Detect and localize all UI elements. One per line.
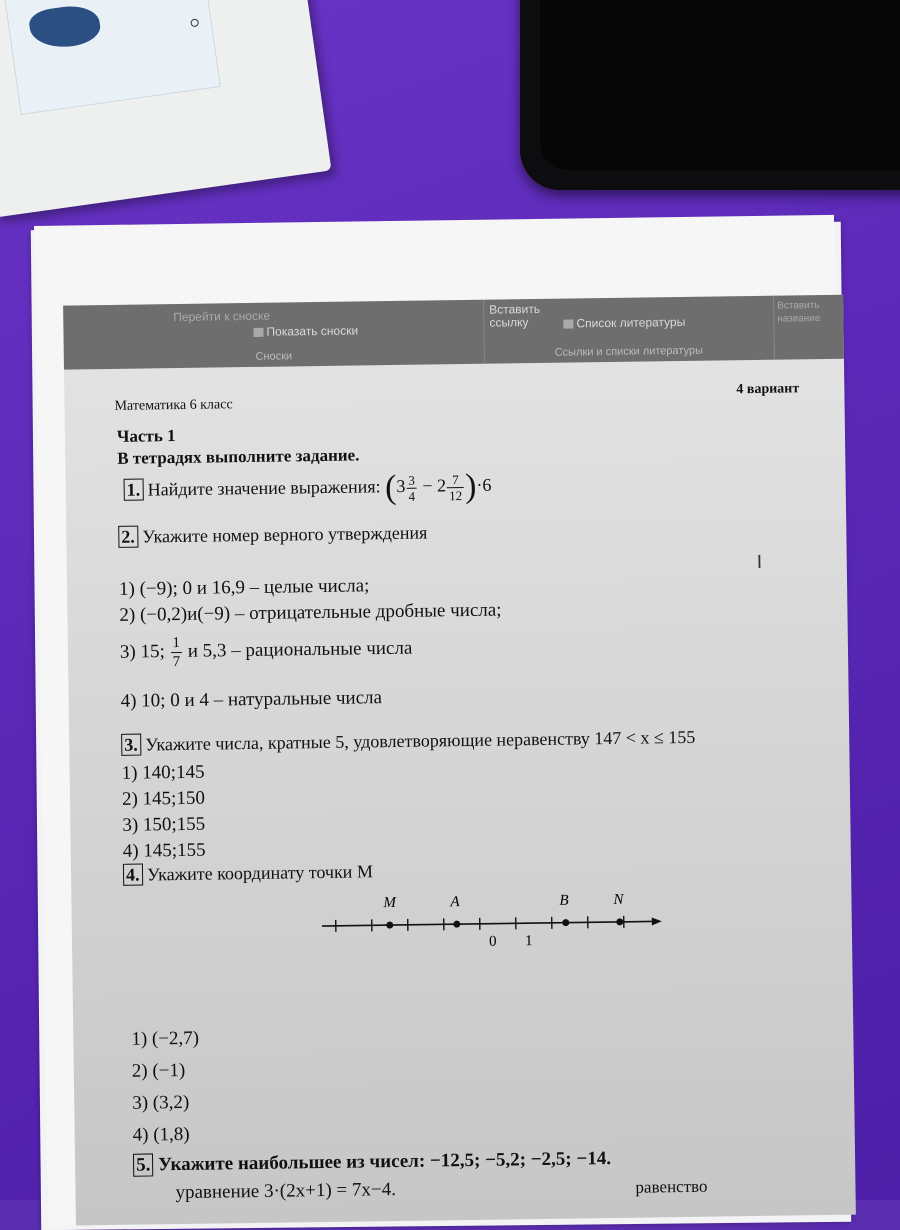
label-n: N [612, 892, 624, 908]
point-m [386, 922, 393, 929]
printed-sheet [34, 215, 848, 1226]
denominator: 4 [406, 488, 417, 503]
numerator: 3 [406, 472, 417, 488]
t4-option-1: 1) (−2,7) [131, 1028, 199, 1051]
task-text: Укажите координату точки М [147, 861, 373, 884]
task-number: 2. [118, 526, 138, 548]
task-number: 5. [133, 1153, 154, 1176]
task-2 [118, 523, 427, 548]
task-3 [121, 727, 695, 756]
bibliography-icon [563, 320, 573, 329]
ribbon-group-captions [773, 295, 844, 360]
option-3-rest: и 5,3 – рациональные числа [188, 638, 413, 662]
citations-group-label: Ссылки и списки литературы [484, 344, 774, 360]
footnotes-group-label: Сноски [64, 348, 484, 366]
t4-option-3: 3) (3,2) [132, 1092, 189, 1115]
label-a: A [449, 894, 460, 910]
label-b: B [559, 893, 568, 909]
subject-header: Математика 6 класс [114, 397, 232, 415]
ribbon-group-footnotes [63, 300, 485, 370]
point-n [616, 918, 623, 925]
tablet-screen [540, 0, 900, 170]
tick-label-1: 1 [525, 933, 533, 949]
task-number: 1. [124, 479, 144, 501]
show-notes-label: Показать сноски [266, 323, 358, 338]
next-footnote-button: Перейти к сноске [173, 309, 270, 324]
t3-option-3: 3) 150;155 [122, 814, 205, 837]
close-paren: ) [465, 468, 477, 505]
tick-marks [336, 916, 624, 932]
task-1: 1. Найдите значение выражения: (3 $\frac{3}{4}$ − 2 $\frac{7}{12}$ )·6 [123, 468, 491, 511]
task-6-start: уравнение 3·(2x+1) = 7x−4. [175, 1179, 396, 1204]
part-instruction: В тетрадях выполните задание. [117, 445, 359, 468]
numerator: 7 [447, 472, 464, 488]
map-dot [190, 18, 199, 27]
insert-citation-button: Вставить ссылку [489, 303, 549, 330]
numerator: 1 [170, 634, 182, 653]
open-paren: ( [385, 469, 397, 506]
option-3-fraction [170, 634, 182, 671]
multiplier: 6 [482, 475, 491, 495]
task-text: Укажите наибольшее из чисел: −12,5; −5,2; −2,5; −14. [158, 1148, 611, 1175]
denominator: 12 [447, 488, 464, 503]
denominator: 7 [171, 653, 183, 671]
whole-1: 3 [396, 476, 405, 496]
task-number: 3. [121, 734, 141, 756]
task-5 [133, 1148, 611, 1177]
variant-label: 4 вариант [736, 381, 799, 398]
notes-icon [253, 328, 263, 337]
t4-option-4: 4) (1,8) [133, 1124, 190, 1147]
option-4: 4) 10; 0 и 4 – натуральные числа [120, 687, 382, 713]
whole-2: 2 [437, 475, 446, 495]
point-b [562, 919, 569, 926]
t4-option-2: 2) (−1) [132, 1060, 186, 1083]
option-3-start: 3) 15; [120, 641, 165, 663]
axis-arrow [652, 917, 662, 925]
map-page [2, 0, 220, 115]
task-7-start: равенство [635, 1177, 707, 1198]
fraction-1 [406, 472, 417, 503]
printout [63, 295, 856, 1226]
task-text: Найдите значение выражения: [148, 476, 381, 499]
word-ribbon-printout [63, 295, 844, 370]
bibliography-label: Список литературы [576, 315, 685, 331]
option-1: 1) (−9); 0 и 16,9 – целые числа; [119, 575, 370, 600]
t3-option-4: 4) 145;155 [123, 840, 206, 863]
tick-label-0: 0 [489, 934, 497, 950]
task-4 [123, 861, 373, 885]
ribbon-group-citations [483, 296, 775, 364]
show-notes-button [253, 323, 358, 338]
point-a [453, 921, 460, 928]
bibliography-button [563, 315, 685, 331]
task-text: Укажите числа, кратные 5, удовлетворяющие неравенству 147 < x ≤ 155 [145, 727, 695, 755]
t3-option-1: 1) 140;145 [122, 762, 205, 785]
map-shape [28, 2, 103, 51]
label-m: M [382, 895, 397, 911]
tablet-device [520, 0, 900, 190]
option-2: 2) (−0,2)и(−9) – отрицательные дробные числа; [119, 600, 501, 627]
text-cursor-icon: I [757, 552, 763, 573]
fraction-2 [447, 472, 464, 503]
part-title: Часть 1 [117, 426, 176, 447]
task-text: Укажите номер верного утверждения [142, 523, 427, 547]
insert-caption-button: Вставить название [777, 299, 837, 326]
option-3 [120, 631, 413, 672]
number-line [321, 881, 682, 956]
t3-option-2: 2) 145;150 [122, 788, 205, 811]
task-number: 4. [123, 864, 143, 886]
